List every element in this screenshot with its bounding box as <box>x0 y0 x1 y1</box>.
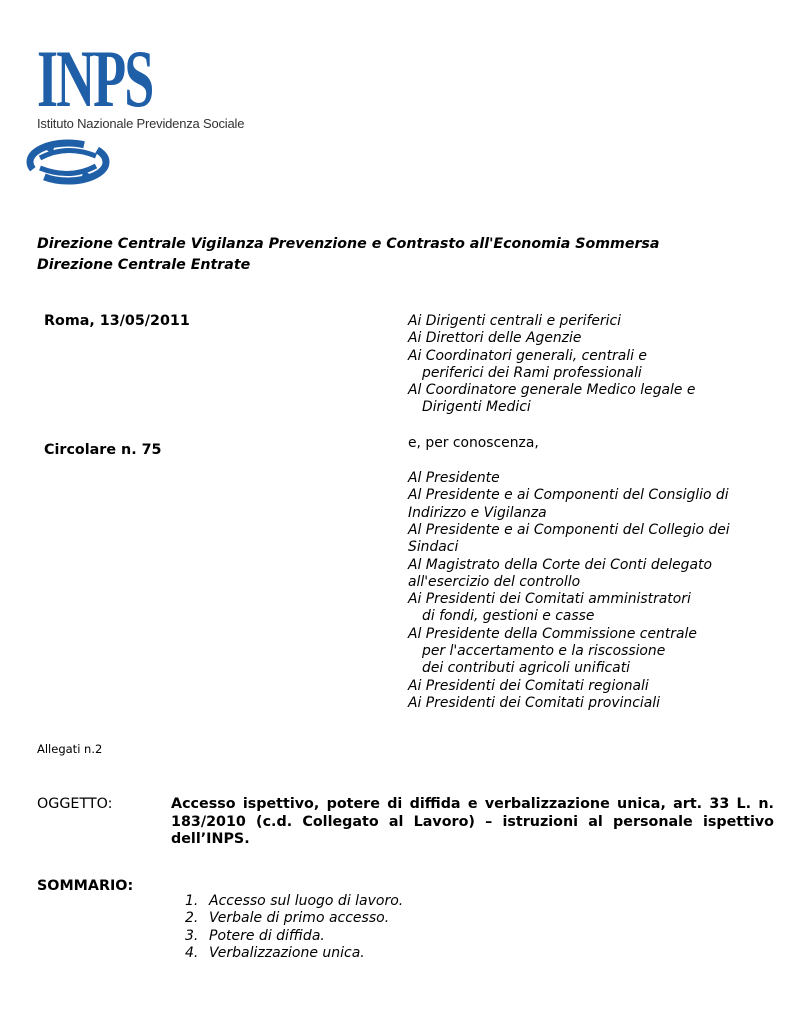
recipient-line: Ai Dirigenti centrali e periferici <box>408 313 621 329</box>
circular-arrows-icon <box>26 138 110 186</box>
recipient-line: Dirigenti Medici <box>422 399 531 416</box>
recipient-line: Al Presidente <box>408 470 500 487</box>
recipient-line: Ai Direttori delle Agenzie <box>408 330 582 347</box>
cc-label: e, per conoscenza, <box>408 434 539 451</box>
summary-label: SOMMARIO: <box>37 878 134 894</box>
recipient-line: Indirizzo e Vigilanza <box>408 504 547 521</box>
subject-label: OGGETTO: <box>37 796 113 812</box>
summary-item <box>185 910 403 927</box>
summary-item-number: 4. <box>185 944 199 961</box>
summary-item-number: 2. <box>185 910 199 927</box>
recipient-line: Al Presidente e ai Componenti del Consiglio di <box>408 487 729 504</box>
recipient-line: Al Presidente della Commissione centrale <box>408 625 697 642</box>
summary-item-text: Verbale di primo accesso. <box>209 910 390 927</box>
cc-recipients <box>408 470 778 712</box>
summary-item-text: Potere di diffida. <box>209 927 325 944</box>
circolare-number: Circolare n. 75 <box>44 442 162 458</box>
department-heading-2: Direzione Centrale Entrate <box>37 257 251 273</box>
recipient-line: di fondi, gestioni e casse <box>422 608 595 625</box>
recipient-line: per l'accertamento e la riscossione <box>422 643 666 660</box>
attachments-note: Allegati n.2 <box>37 742 103 756</box>
summary-item <box>185 945 403 962</box>
recipient-line: Al Coordinatore generale Medico legale e <box>408 382 696 399</box>
logo-subtitle: Istituto Nazionale Previdenza Sociale <box>37 116 245 131</box>
summary-item-text: Verbalizzazione unica. <box>209 944 365 961</box>
summary-list <box>185 893 403 962</box>
recipient-line: Al Presidente e ai Componenti del Collegio dei <box>408 521 730 538</box>
recipient-line: Ai Coordinatori generali, centrali e <box>408 347 647 364</box>
summary-item <box>185 928 403 945</box>
recipient-line: periferici dei Rami professionali <box>422 364 642 381</box>
recipient-line: all'esercizio del controllo <box>408 573 581 590</box>
recipient-line: Ai Presidenti dei Comitati amministratori <box>408 591 691 608</box>
recipients-block <box>408 313 778 712</box>
recipient-line: Ai Presidenti dei Comitati provinciali <box>408 694 660 711</box>
recipient-line: Sindaci <box>408 539 459 556</box>
summary-item <box>185 893 403 910</box>
summary-item-number: 1. <box>185 893 199 909</box>
recipient-line: Ai Presidenti dei Comitati regionali <box>408 677 649 694</box>
place-date: Roma, 13/05/2011 <box>44 313 190 329</box>
recipient-line: dei contributi agricoli unificati <box>422 660 631 677</box>
recipient-line: Al Magistrato della Corte dei Conti delegato <box>408 556 712 573</box>
subject-text: Accesso ispettivo, potere di diffida e verbalizzazione unica, art. 33 L. n. 183/2010 (c.d. Collegato al Lavoro) – istruzioni al personale ispettivo dell’INPS. <box>171 796 774 847</box>
primary-recipients <box>408 313 778 417</box>
summary-item-text: Accesso sul luogo di lavoro. <box>209 893 404 909</box>
summary-item-number: 3. <box>185 927 199 944</box>
inps-logo-wordmark: INPS <box>37 33 153 124</box>
department-heading-1: Direzione Centrale Vigilanza Prevenzione e Contrasto all'Economia Sommersa <box>37 236 660 252</box>
